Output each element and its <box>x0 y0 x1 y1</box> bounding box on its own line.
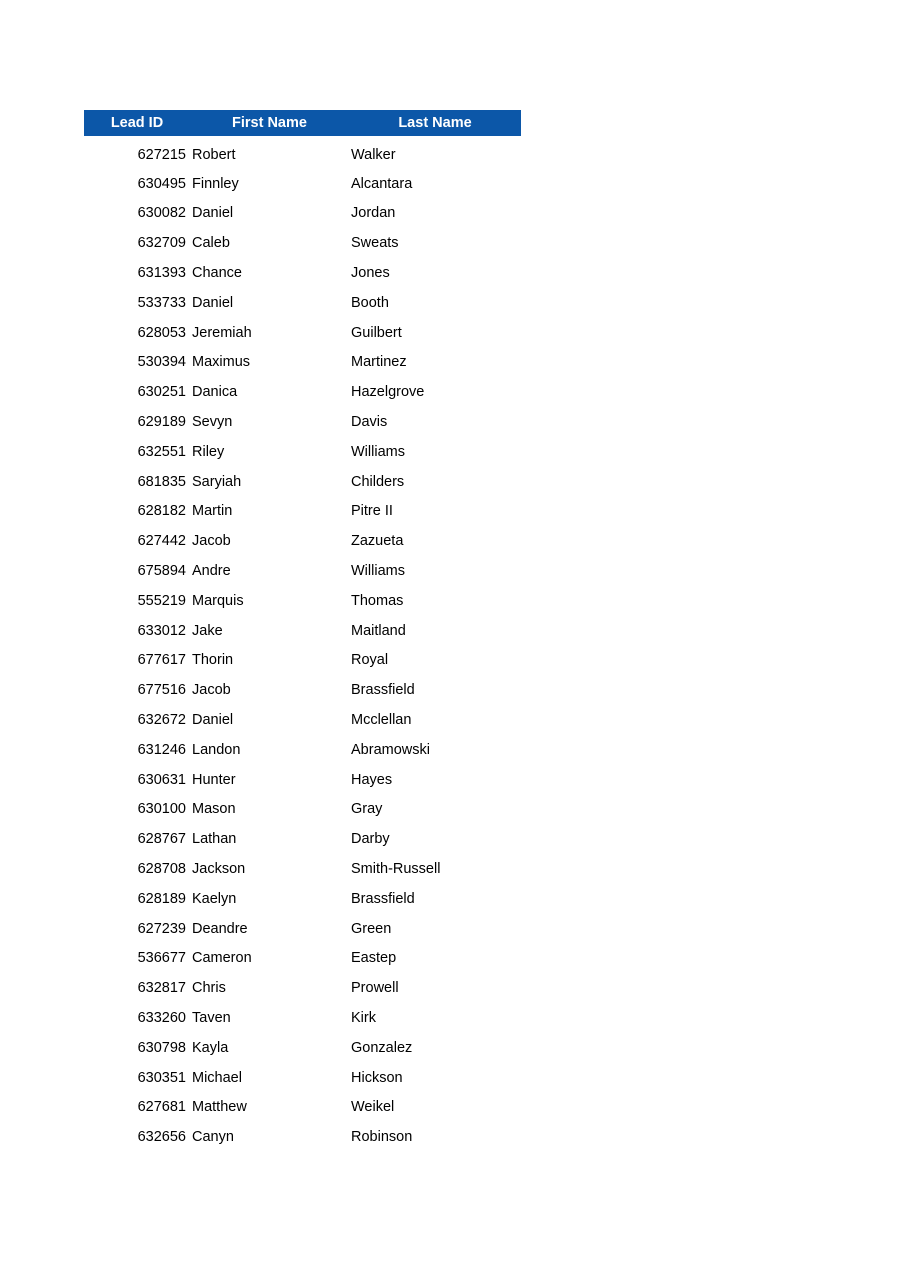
lead-id-cell: 632817 <box>137 980 186 997</box>
table-row <box>84 586 521 616</box>
first-name-cell: Martin <box>192 503 233 520</box>
first-name-cell: Canyn <box>192 1129 234 1146</box>
last-name-cell: Davis <box>351 414 388 431</box>
table-row <box>84 467 521 497</box>
lead-id-cell: 533733 <box>137 294 186 311</box>
lead-id-cell: 629189 <box>137 414 186 431</box>
first-name-cell: Robert <box>192 147 236 164</box>
lead-id-cell: 530394 <box>137 354 186 371</box>
first-name-cell: Marquis <box>192 592 244 609</box>
first-name-cell: Maximus <box>192 354 251 371</box>
first-name-cell: Michael <box>192 1069 242 1086</box>
lead-id-cell: 627239 <box>137 920 186 937</box>
first-name-cell: Riley <box>192 443 225 460</box>
last-name-cell: Jones <box>351 265 390 282</box>
last-name-cell: Williams <box>351 563 405 580</box>
lead-id-cell: 627442 <box>137 533 186 550</box>
lead-id-cell: 630798 <box>137 1039 186 1056</box>
header-lead-id: Lead ID <box>84 110 190 139</box>
table-row <box>84 1033 521 1063</box>
lead-id-cell: 628189 <box>137 890 186 907</box>
first-name-cell: Sevyn <box>192 414 233 431</box>
table-row <box>84 914 521 944</box>
lead-id-cell: 677516 <box>137 682 186 699</box>
lead-id-cell: 630100 <box>137 801 186 818</box>
lead-id-cell: 630351 <box>137 1069 186 1086</box>
lead-id-cell: 536677 <box>137 950 186 967</box>
header-first-name: First Name <box>190 110 349 139</box>
lead-id-cell: 630631 <box>137 771 186 788</box>
table-row <box>84 705 521 735</box>
first-name-cell: Andre <box>192 563 231 580</box>
last-name-cell: Kirk <box>351 1010 376 1026</box>
table-row <box>84 646 521 676</box>
lead-id-cell: 681835 <box>137 473 186 490</box>
table-header-row <box>84 110 521 139</box>
last-name-cell: Brassfield <box>351 682 415 699</box>
last-name-cell: Alcantara <box>351 175 413 192</box>
lead-table <box>84 110 521 1152</box>
last-name-cell: Maitland <box>351 622 406 639</box>
first-name-cell: Jacob <box>192 682 231 699</box>
table-row <box>84 407 521 437</box>
first-name-cell: Deandre <box>192 920 248 937</box>
last-name-cell: Walker <box>351 147 396 164</box>
last-name-cell: Williams <box>351 443 405 460</box>
lead-id-cell: 631246 <box>137 741 186 758</box>
table-row <box>84 288 521 318</box>
table-row <box>84 1003 521 1033</box>
table-row <box>84 377 521 407</box>
lead-id-cell: 675894 <box>137 563 186 580</box>
last-name-cell: Abramowski <box>351 741 430 758</box>
table-row <box>84 824 521 854</box>
last-name-cell: Hayes <box>351 771 393 788</box>
first-name-cell: Mason <box>192 801 236 818</box>
last-name-cell: Zazueta <box>351 533 404 550</box>
table-row <box>84 1093 521 1123</box>
table-row <box>84 556 521 586</box>
first-name-cell: Lathan <box>192 831 237 848</box>
last-name-cell: Jordan <box>351 205 396 222</box>
last-name-cell: Prowell <box>351 980 399 997</box>
first-name-cell: Saryiah <box>192 473 242 490</box>
table-body <box>84 139 521 1152</box>
table-row <box>84 675 521 705</box>
last-name-cell: Childers <box>351 473 405 490</box>
first-name-cell: Taven <box>192 1010 231 1026</box>
last-name-cell: Gray <box>351 801 383 818</box>
last-name-cell: Smith-Russell <box>351 861 441 878</box>
lead-id-cell: 627215 <box>137 147 186 164</box>
first-name-cell: Daniel <box>192 294 234 311</box>
lead-id-cell: 633260 <box>137 1010 186 1026</box>
lead-id-cell: 631393 <box>137 265 186 282</box>
first-name-cell: Kayla <box>192 1039 229 1056</box>
table-row <box>84 318 521 348</box>
last-name-cell: Royal <box>351 652 389 669</box>
last-name-cell: Hickson <box>351 1069 403 1086</box>
table-row <box>84 944 521 974</box>
first-name-cell: Jacob <box>192 533 231 550</box>
first-name-cell: Matthew <box>192 1099 247 1116</box>
first-name-cell: Finnley <box>192 175 239 192</box>
lead-id-cell: 628708 <box>137 861 186 878</box>
lead-id-cell: 628182 <box>137 503 186 520</box>
lead-id-cell: 630082 <box>137 205 186 222</box>
table-row <box>84 199 521 229</box>
first-name-cell: Daniel <box>192 205 234 222</box>
table-row <box>84 437 521 467</box>
table-row <box>84 973 521 1003</box>
first-name-cell: Jackson <box>192 861 246 878</box>
lead-id-cell: 632551 <box>137 443 186 460</box>
last-name-cell: Sweats <box>351 235 399 252</box>
first-name-cell: Kaelyn <box>192 890 237 907</box>
table-row <box>84 258 521 288</box>
last-name-cell: Guilbert <box>351 324 402 341</box>
first-name-cell: Chance <box>192 265 242 282</box>
last-name-cell: Darby <box>351 831 390 848</box>
first-name-cell: Jake <box>192 622 223 639</box>
table-row <box>84 348 521 378</box>
last-name-cell: Green <box>351 920 392 937</box>
table-row <box>84 1063 521 1093</box>
table-row <box>84 616 521 646</box>
lead-id-cell: 627681 <box>137 1099 186 1116</box>
lead-id-cell: 630251 <box>137 384 186 401</box>
last-name-cell: Gonzalez <box>351 1039 413 1056</box>
last-name-cell: Brassfield <box>351 890 415 907</box>
last-name-cell: Mcclellan <box>351 712 412 729</box>
lead-id-cell: 632709 <box>137 235 186 252</box>
first-name-cell: Thorin <box>192 652 234 669</box>
table-row <box>84 1122 521 1152</box>
first-name-cell: Daniel <box>192 712 234 729</box>
last-name-cell: Thomas <box>351 592 404 609</box>
lead-id-cell: 628767 <box>137 831 186 848</box>
first-name-cell: Hunter <box>192 771 236 788</box>
last-name-cell: Hazelgrove <box>351 384 425 401</box>
table-row <box>84 884 521 914</box>
table-row <box>84 228 521 258</box>
table-row <box>84 169 521 199</box>
table-row <box>84 854 521 884</box>
first-name-cell: Jeremiah <box>192 324 252 341</box>
table-row <box>84 735 521 765</box>
first-name-cell: Chris <box>192 980 226 997</box>
first-name-cell: Cameron <box>192 950 252 967</box>
last-name-cell: Eastep <box>351 950 397 967</box>
table-row <box>84 497 521 527</box>
lead-id-cell: 555219 <box>137 592 186 609</box>
last-name-cell: Martinez <box>351 354 407 371</box>
last-name-cell: Weikel <box>351 1099 395 1116</box>
table-row <box>84 526 521 556</box>
first-name-cell: Danica <box>192 384 238 401</box>
lead-id-cell: 677617 <box>137 652 186 669</box>
table-row <box>84 139 521 169</box>
table-row <box>84 795 521 825</box>
first-name-cell: Landon <box>192 741 241 758</box>
table-row <box>84 765 521 795</box>
lead-id-cell: 630495 <box>137 175 186 192</box>
lead-id-cell: 632656 <box>137 1129 186 1146</box>
last-name-cell: Pitre II <box>351 503 393 520</box>
last-name-cell: Robinson <box>351 1129 413 1146</box>
last-name-cell: Booth <box>351 294 389 311</box>
lead-id-cell: 628053 <box>137 324 186 341</box>
header-last-name: Last Name <box>349 110 521 139</box>
lead-id-cell: 632672 <box>137 712 186 729</box>
first-name-cell: Caleb <box>192 235 230 252</box>
lead-id-cell: 633012 <box>137 622 186 639</box>
